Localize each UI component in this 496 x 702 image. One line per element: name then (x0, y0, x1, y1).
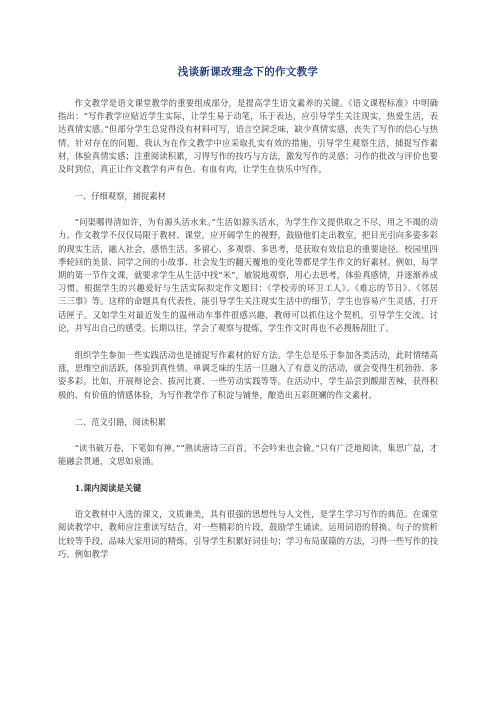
section-1-paragraph-2: 组织学生参加一些实践活动也是捕捉写作素材的好方法。学生总是乐于参加各类活动，此时情绪高涨，思维空前活跃，体验到真性情。单调乏味的生活一旦融入了有意义的活动，就会变得生机勃勃、多姿多彩。比如，开展辩论会、拔河比赛、一些劳动实践等等。在活动中，学生品尝到酸甜苦辣，获得积极的、有价值的情感体验，为写作教学作了积淀与铺垫，酿造出五彩斑斓的作文素材。 (58, 350, 438, 400)
section-1-heading: 一、仔细观察，捕捉素材 (74, 191, 166, 202)
section-2-subheading: 1.课内阅读是关键 (74, 483, 142, 494)
intro-paragraph: 作文教学是语文课堂教学的重要组成部分，是提高学生语文素养的关键。《语文课程标准》中明确指出：“写作教学应贴近学生实际，让学生易于动笔，乐于表达，应引导学生关注现实，热爱生活，表达真情实感。”但部分学生总觉得没有材料可写，语言空洞乏味，缺少真情实感，丧失了写作的信心与热情。针对存在的问题，我认为在作文教学中应采取扎实有效的措施，引导学生观察生活，捕捉写作素材，体验真情实感；注重阅读积累，习得写作的技巧与方法，激发写作的灵感；习作的批改与评价也要及时到位，真正让作文教学有声有色、有血有肉，让学生在快乐中写作。 (58, 98, 438, 175)
section-1-paragraph-1: “问渠哪得清如许，为有源头活水来。”生活如源头活水，为学生作文提供取之不尽，用之不竭的动力。作文教学不仅仅局限于教材、课堂，应开阔学生的视野，鼓励他们走出教室，把目光引向多姿多彩的现实生活，融入社会，感悟生活。多留心、多观察、多思考，是获取有效信息的重要途径。校园里四季轮回的美景、同学之间的小故事、社会发生的翻天覆地的变化等都是学生作文的好素材。例如，每学期的第一节作文课，就要求学生从生活中找“米”，敏锐地观察，用心去思考，体验真感情，并逐渐养成习惯。根据学生的兴趣爱好与生活实际拟定作文题目：《学校旁的环卫工人》、《难忘的节日》、《邻居 三三事》等。这样的命题具有代表性，能引导学生关注现实生活中的细节，学生也容易产生灵感，打开话匣子。又如学生对最近发生的温州动车事件很感兴趣，教师可以抓住这个契机，引导学生交流、讨论，并写出自己的感受。长期以往，学会了观察与提炼，学生作文时再也不必搜肠刮肚了。 (58, 217, 455, 333)
section-2-heading: 二、范文引路，阅读积累 (74, 416, 166, 427)
section-2-paragraph-1: “读书破万卷，下笔如有神。”“熟读唐诗三百首，不会吟来也会偷。”只有广泛地阅读，集思广益，才能融会贯通，文思如泉涌。 (58, 442, 438, 467)
article-title: 浅谈新课改理念下的作文教学 (177, 66, 319, 78)
section-2-paragraph-2: 语文教材中入选的课文，文质兼美，具有很强的思想性与人文性，是学生学习写作的典范。在课堂阅读教学中，教师应注重读写结合，对一些精彩的片段，鼓励学生诵读。运用词语的替换、句子的赏析比较等手段，品味大家用词的精炼，引导学生积累好词佳句；学习布局谋篇的方法，习得一些写作的技巧。例如教学 (58, 509, 438, 559)
